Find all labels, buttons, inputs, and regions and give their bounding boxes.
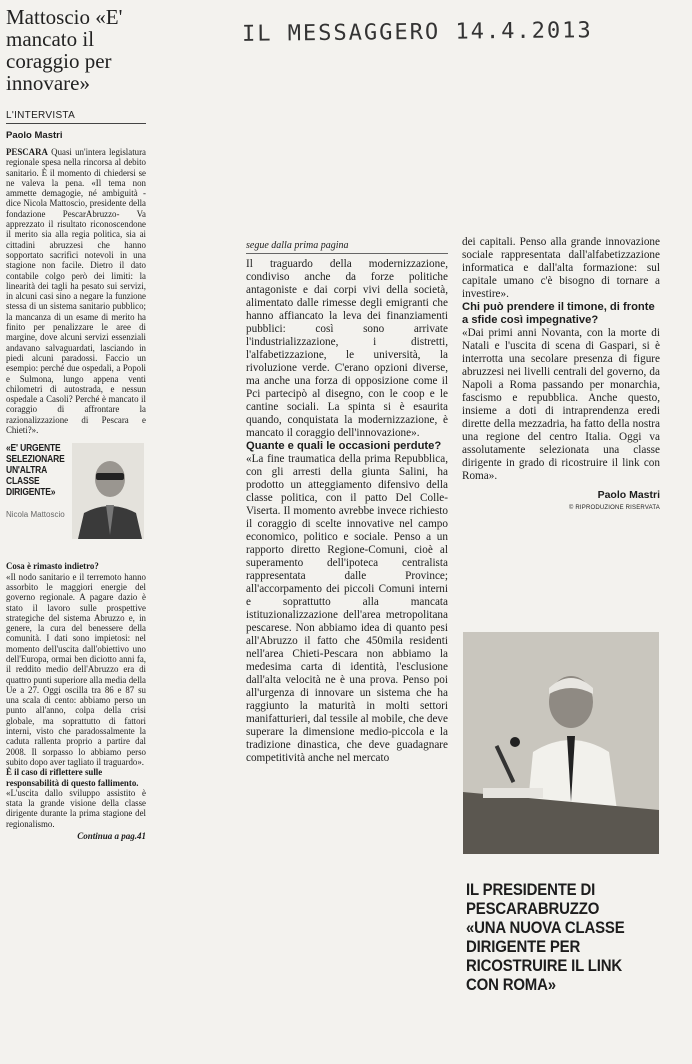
left-question-3: È il caso di riflettere sulle responsabilità di questo fallimento. <box>6 767 139 788</box>
handwritten-note: IL MESSAGGERO 14.4.2013 <box>241 18 593 47</box>
right-body-1: dei capitali. Penso alla grande innovazione sociale rappresentata dall'alfabetizzazione informatica e dall'alta formazione: sul capitale umano c'è bisogno di tornare a investire». <box>462 236 660 300</box>
dateline: PESCARA <box>6 147 48 157</box>
pull-quote-box <box>6 443 146 553</box>
left-body-3: «L'uscita dallo sviluppo assistito è stata la grande visione della classe dirigente durante la prima stagione del regionalismo. <box>6 787 146 829</box>
center-column <box>246 240 448 765</box>
right-column <box>462 236 660 511</box>
portrait-photo-small <box>72 443 144 539</box>
portrait-illustration <box>72 443 144 539</box>
right-body-2: «Dai primi anni Novanta, con la morte di Natali e l'uscita di scena di Gaspari, si è interrotta una secolare presenza di figure abruzzesi nei livelli centrali del governo, da Napoli a Roma passando per monarchia, fascismo e repubblica. Anche questo, insieme a doti di intraprendenza eredi dirette della mezzadria, ha fatto della nostra una regione del centro Italia. Oggi va assolutamente selezionata una classe dirigente in grado di ricostruire il link con Roma». <box>462 327 660 482</box>
reproduction-notice: © RIPRODUZIONE RISERVATA <box>568 505 660 511</box>
center-question-1: Quante e quali le occasioni perdute? <box>246 440 442 452</box>
speaker-photo <box>463 632 659 854</box>
article-headline: Mattoscio «E' mancato il coraggio per innovare» <box>6 5 123 95</box>
left-body-2: «Il nodo sanitario e il terremoto hanno assorbito le maggiori energie del governo regionale. A pagare dazio è stato il lavoro sulle prospettive strategiche del sistema Abruzzo e, in genere, la cura del benessere della comunità. I dati sono impietosi: nel momento dell'uscita dall'obiettivo uno dell'Europa, ormai ben diciotto anni fa, il reddito medio dell'Abruzzo era di quattro punti superiore alla media della Ue a 27. Oggi oscilla tra 86 e 87 su una scala di cento: abbiamo perso un punto all'anno, colpa della crisi globale, ma soprattutto di fattori interni, visto che paradossalmente la caduta rallenta proprio a partire dal 2008. Il sorpasso lo abbiamo perso subito dopo aver tagliato il traguardo». <box>6 571 146 767</box>
pull-quote-text-block <box>6 443 72 553</box>
center-body-2: «La fine traumatica della prima Repubblica, con gli arresti della giunta Salini, ha prodotto un atteggiamento difensivo della classe politica, con il patto Del Colle-Viserta. Il momento avrebbe invece richiesto il coraggio di scelte innovative nel campo economico, politico e sociale. Penso a un rapporto diretto Regione-Comuni, cioè al superamento dell'ipoteca centralista rappresentata dalle Province; all'accorpamento dei piccoli Comuni interni e soprattutto alla mancata istituzionalizzazione dell'area metropolitana pescarese. Non abbiamo idea di quanto pesi all'Abruzzo il fatto che 450mila residenti nell'area Chieti-Pescara non abbiamo la medesima carta di identità, l'esclusione dall'alta velocità ne è una prova. Penso poi all'urgenza di innovare un sistema che ha raggiunto la maturità in molti settori manifatturieri, dal tessile al mobile, che deve superare la dimensione medio-piccola e la tradizione dinastica, che deve guadagnare competitività anche nel mercato <box>246 453 448 764</box>
pull-quote-name: Nicola Mattoscio <box>6 510 65 520</box>
continua-link: Continua a pag.41 <box>77 831 146 842</box>
section-label: L'INTERVISTA <box>6 108 146 124</box>
segue-label: segue dalla prima pagina <box>246 240 448 254</box>
pull-quote: «E' URGENTE SELEZIONARE UN'ALTRA CLASSE DIRIGENTE» <box>6 443 65 499</box>
photo-caption: IL PRESIDENTE DI PESCARABRUZZO «UNA NUOVA CLASSE DIRIGENTE PER RICOSTRUIRE IL LINK CON ROMA» <box>466 880 625 994</box>
speaker-illustration <box>463 632 659 854</box>
left-column <box>6 6 146 841</box>
center-body-1: Il traguardo della modernizzazione, condiviso anche da forze politiche antagoniste e dai corpi vivi della società, alimentato dalle rimesse degli emigranti che hanno affiancato la leva dei finanziamenti pubblici: così sono arrivate l'industrializzazione, i distretti, l'alfabetizzazione, le università, la rivoluzione verde. C'erano opzioni diverse, ma anche una forza di opposizione come il Pci partecipò al disegno, con le coop e le cantine sociali. La spinta si è esaurita quando, conquistata la modernizzazione, è mancato il coraggio dell'innovazione». <box>246 258 448 439</box>
left-body-1: PESCARA Quasi un'intera legislatura regionale spesa nella rincorsa al debito sanitario. È il momento di chiedersi se ne valeva la pena. «Il tema non ammette demagogie, né ambiguità -dice Nicola Mattoscio, presidente della fondazione PescarAbruzzo- Va apprezzato il risultato riconoscendone il merito sia alla regia politica, sia ai cittadini abruzzesi che hanno sopportato sacrifici notevoli in una stagione non facile. Dietro il dato contabile colgo però dei limiti: la linearità dei tagli ha pesato sui servizi, in alcuni casi sino a negare la funzione stessa di un sistema sanitario pubblico; la mancanza di un esame di merito ha finito per penalizzare le aree di margine, dove alcuni servizi essenziali andavano salvaguardati, lasciando in piedi alcuni paradossi. Faccio un esempio: perché due ospedali, a Popoli e Sulmona, lungo appena venti chilometri di autostrada, e nessun ospedale a Casoli? Perché è mancato il coraggio di affrontare la razionalizzazione di Pescara e Chieti?». <box>6 147 146 436</box>
signature: Paolo Mastri <box>597 489 660 501</box>
left-question-2: Cosa è rimasto indietro? <box>6 561 99 572</box>
byline: Paolo Mastri <box>6 130 63 141</box>
right-question-1: Chi può prendere il timone, di fronte a sfide così impegnative? <box>462 301 655 326</box>
